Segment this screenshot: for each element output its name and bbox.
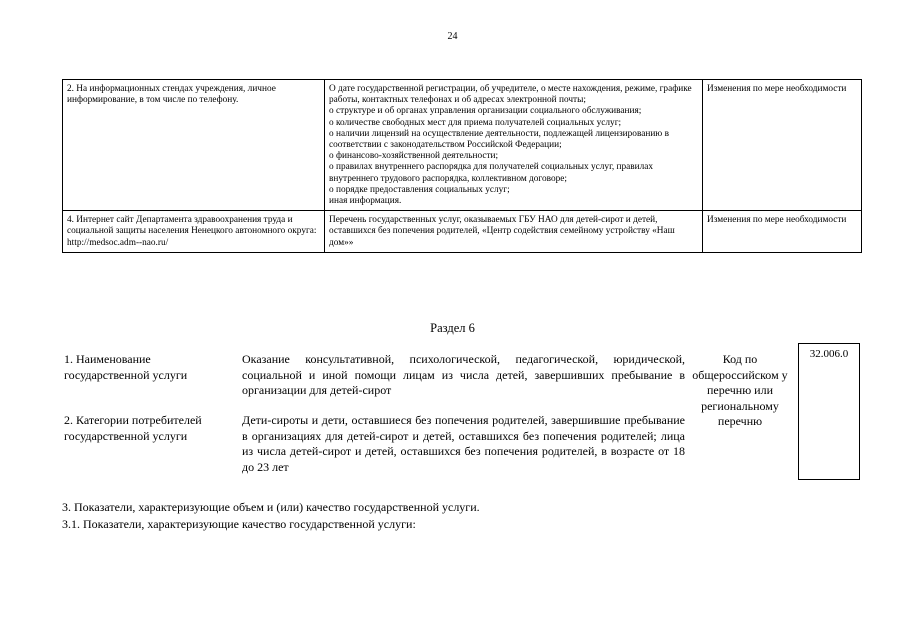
code-value-box	[798, 343, 860, 480]
service-name-value: Оказание консультативной, психологической, педагогической, юридической, социальной и иной помощи лицам из числа детей, завершивших пребывание в организации для детей-сирот	[242, 352, 685, 397]
section-title: Раздел 6	[430, 321, 475, 335]
info-content-line: о финансово-хозяйственной деятельности;	[329, 151, 499, 162]
info-content-line: о правилах внутреннего распорядка для получателей социальных услуг, правилах внутреннего трудового распорядка, коллективном договоре;	[329, 162, 654, 184]
categories-label: 2. Категории потребителей государственной услуги	[64, 413, 202, 443]
info-content-line: Перечень государственных услуг, оказываемых ГБУ НАО для детей-сирот и детей, оставшихся без попечения родителей, «Центр содействия семейному устройству «Наш дом»»	[329, 215, 675, 248]
info-content-cell	[325, 80, 703, 211]
page-number: 24	[447, 31, 458, 42]
info-content-line: о порядке предоставления социальных услуг;	[329, 184, 510, 195]
table-row	[63, 211, 862, 253]
service-name-label: 1. Наименование государственной услуги	[64, 352, 188, 382]
info-content-cell	[325, 211, 703, 253]
code-value: 32.006.0	[809, 348, 849, 360]
indicators-heading: 3. Показатели, характеризующие объем и (или) качество государственной услуги.	[62, 500, 480, 514]
info-content-line: иная информация.	[329, 196, 402, 207]
info-method-cell: 4. Интернет сайт Департамента здравоохранения труда и социальной защиты населения Ненецкого автономного округа: http://medsoc.adm--nao.ru/	[63, 211, 325, 253]
info-method-cell: 2. На информационных стендах учреждения, личное информирование, в том числе по телефону.	[63, 80, 325, 211]
information-table	[62, 79, 862, 253]
categories-value: Дети-сироты и дети, оставшиеся без попечения родителей, завершившие пребывание в организациях для детей-сирот и детей, оставшихся без попечения родителей; лица из числа детей-сирот и детей, оставшихся без попечения родителей, в возрасте от 18 до 23 лет	[242, 413, 685, 474]
quality-indicators-heading: 3.1. Показатели, характеризующие качество государственной услуги:	[62, 517, 416, 531]
info-frequency-cell: Изменения по мере необходимости	[703, 80, 862, 211]
code-label: Код по общероссийском у перечню или региональному перечню	[692, 352, 788, 428]
table-row	[63, 80, 862, 211]
info-content-line: О дате государственной регистрации, об учредителе, о месте нахождения, режиме, графике работы, контактных телефонах и об адресах электронной почты;	[329, 84, 692, 106]
info-content-line: о количестве свободных мест для приема получателей социальных услуг;	[329, 117, 622, 128]
info-frequency-cell: Изменения по мере необходимости	[703, 211, 862, 253]
info-content-line: о структуре и об органах управления организации социального обслуживания;	[329, 106, 642, 117]
info-content-line: о наличии лицензий на осуществление деятельности, подлежащей лицензированию в соответствии с законодательством Российской Федерации;	[329, 128, 669, 151]
